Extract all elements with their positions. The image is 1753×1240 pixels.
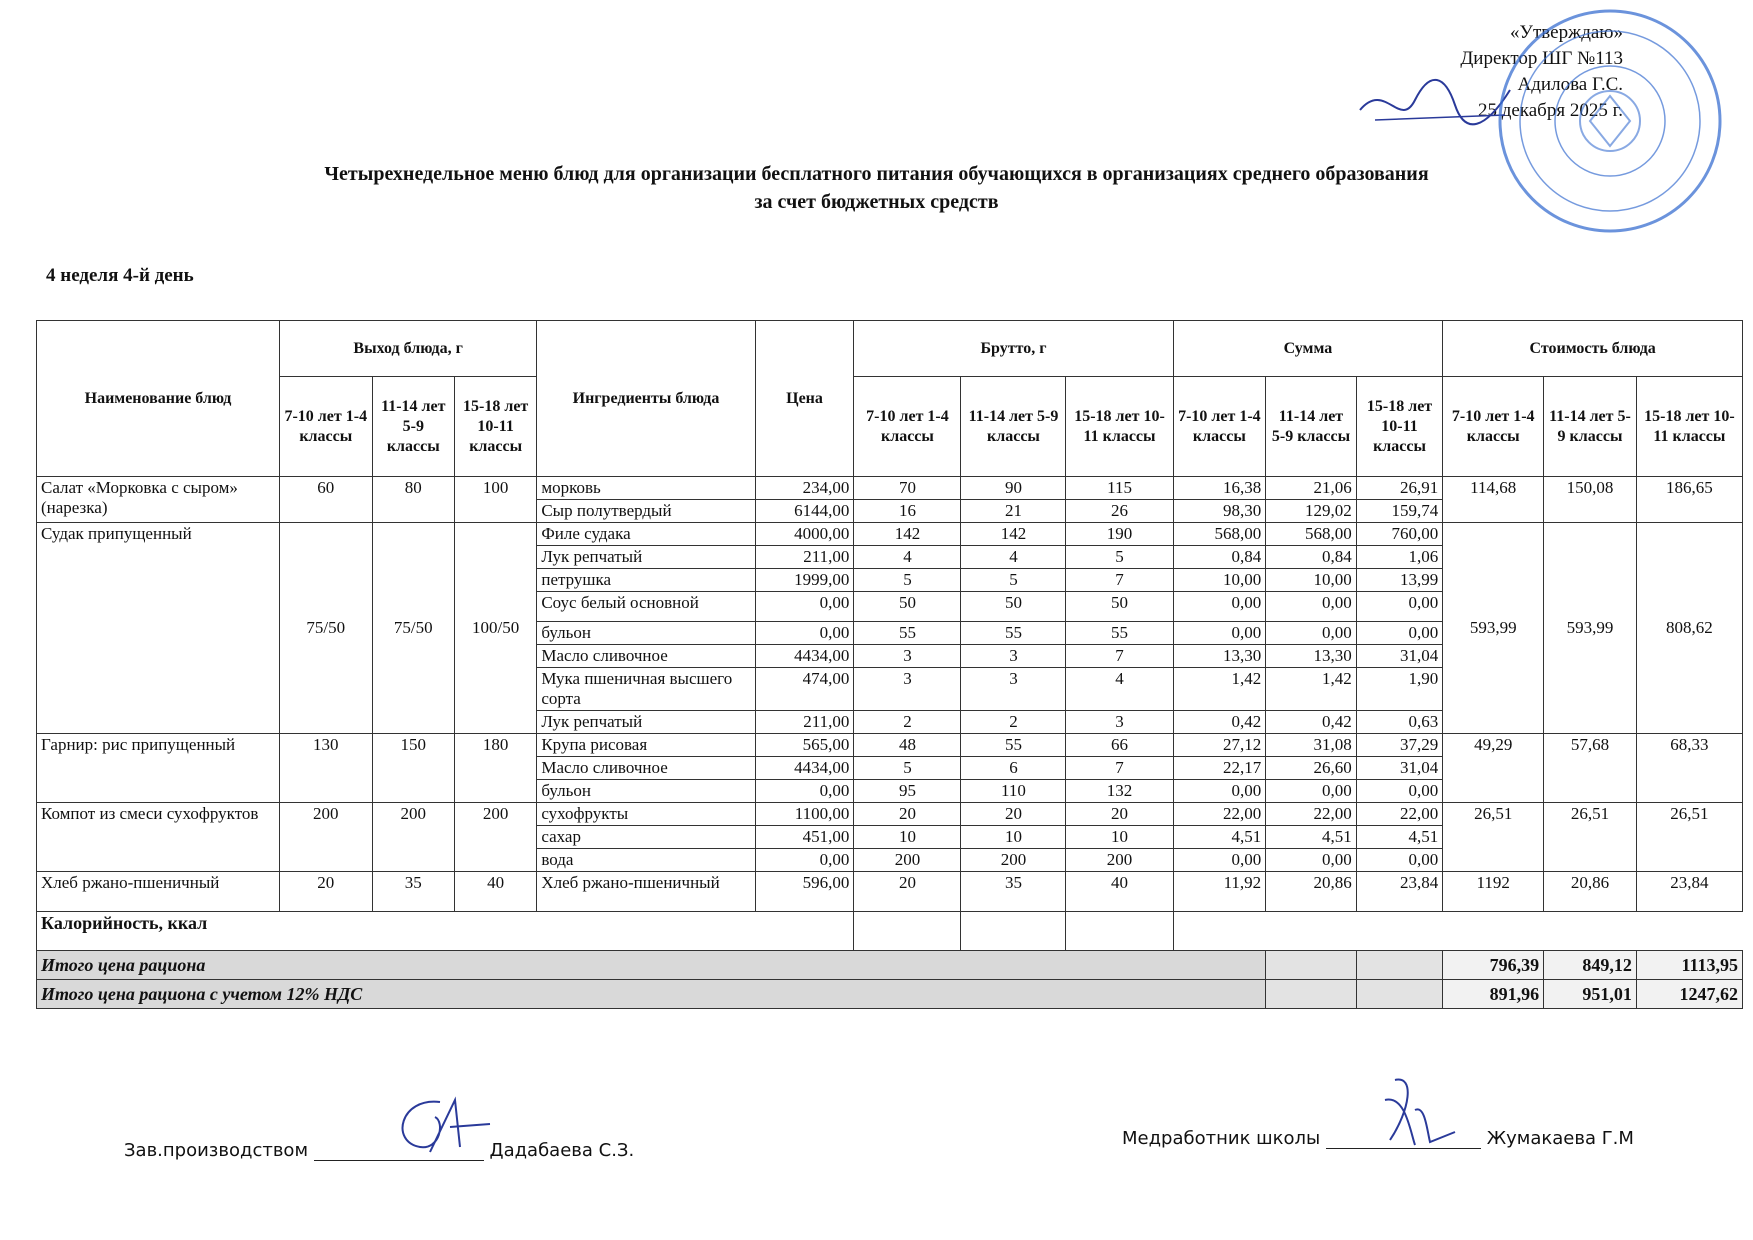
- dish-cost-age-2: 57,68: [1544, 734, 1637, 803]
- calories-label: Калорийность, ккал: [37, 912, 854, 951]
- dish-name: Салат «Морковка с сыром» (нарезка): [37, 477, 280, 523]
- ingredient-name: Масло сливочное: [537, 757, 755, 780]
- sum-age-2: 0,00: [1266, 592, 1357, 622]
- sum-age-1: 22,17: [1173, 757, 1266, 780]
- brutto-age-3: 7: [1066, 645, 1173, 668]
- ingredient-price: 0,00: [755, 592, 854, 622]
- brutto-age-2: 3: [961, 668, 1066, 711]
- sum-age-3: 37,29: [1356, 734, 1443, 757]
- director-signature-icon: [1355, 70, 1515, 140]
- ingredient-name: морковь: [537, 477, 755, 500]
- sum-age-3: 31,04: [1356, 757, 1443, 780]
- footer-right-role: Медработник школы: [1122, 1128, 1321, 1149]
- sum-age-3: 23,84: [1356, 872, 1443, 912]
- dish-cost-age-3: 23,84: [1636, 872, 1742, 912]
- ingredient-price: 0,00: [755, 849, 854, 872]
- table-row: [37, 872, 1743, 912]
- dish-yield-age-2: 80: [372, 477, 454, 523]
- brutto-age-1: 20: [854, 872, 961, 912]
- brutto-age-2: 3: [961, 645, 1066, 668]
- sum-age-3: 31,04: [1356, 645, 1443, 668]
- total-blank-cell: [1356, 951, 1443, 980]
- sum-age-1: 16,38: [1173, 477, 1266, 500]
- sum-age-2: 0,00: [1266, 780, 1357, 803]
- sum-age-2: 568,00: [1266, 523, 1357, 546]
- sum-age-1: 11,92: [1173, 872, 1266, 912]
- total-row: [37, 951, 1743, 980]
- ingredient-price: 0,00: [755, 622, 854, 645]
- header-cost-age-1: 7-10 лет 1-4 классы: [1443, 377, 1544, 477]
- brutto-age-1: 55: [854, 622, 961, 645]
- sum-age-3: 0,00: [1356, 849, 1443, 872]
- brutto-age-1: 2: [854, 711, 961, 734]
- brutto-age-3: 132: [1066, 780, 1173, 803]
- approval-name: Адилова Г.С.: [1517, 74, 1623, 95]
- brutto-age-2: 200: [961, 849, 1066, 872]
- ingredient-price: 234,00: [755, 477, 854, 500]
- sum-age-1: 22,00: [1173, 803, 1266, 826]
- table-footer: [37, 912, 1743, 1009]
- ingredient-name: Филе судака: [537, 523, 755, 546]
- ingredient-price: 1100,00: [755, 803, 854, 826]
- dish-yield-age-2: 35: [372, 872, 454, 912]
- menu-table: [36, 320, 1743, 1009]
- dish-cost-age-1: 26,51: [1443, 803, 1544, 872]
- brutto-age-3: 7: [1066, 569, 1173, 592]
- brutto-age-1: 3: [854, 668, 961, 711]
- sum-age-3: 0,00: [1356, 592, 1443, 622]
- sum-age-2: 31,08: [1266, 734, 1357, 757]
- dish-cost-age-2: 150,08: [1544, 477, 1637, 523]
- sum-age-3: 0,00: [1356, 622, 1443, 645]
- dish-cost-age-1: 114,68: [1443, 477, 1544, 523]
- ingredient-name: сахар: [537, 826, 755, 849]
- header-sum-age-2: 11-14 лет 5-9 классы: [1266, 377, 1357, 477]
- sum-age-1: 13,30: [1173, 645, 1266, 668]
- sum-age-3: 0,00: [1356, 780, 1443, 803]
- sum-age-1: 27,12: [1173, 734, 1266, 757]
- dish-name: Хлеб ржано-пшеничный: [37, 872, 280, 912]
- table-body: [37, 477, 1743, 912]
- brutto-age-3: 20: [1066, 803, 1173, 826]
- sum-age-3: 0,63: [1356, 711, 1443, 734]
- brutto-age-3: 66: [1066, 734, 1173, 757]
- table-header: [37, 321, 1743, 477]
- brutto-age-3: 40: [1066, 872, 1173, 912]
- ingredient-price: 474,00: [755, 668, 854, 711]
- total-vat-label: Итого цена рациона с учетом 12% НДС: [37, 980, 1266, 1009]
- header-cost-age-3: 15-18 лет 10-11 классы: [1636, 377, 1742, 477]
- dish-yield-age-3: 180: [454, 734, 536, 803]
- sum-age-1: 98,30: [1173, 500, 1266, 523]
- header-price: Цена: [755, 321, 854, 477]
- dish-yield-age-3: 100/50: [454, 523, 536, 734]
- brutto-age-2: 142: [961, 523, 1066, 546]
- brutto-age-3: 10: [1066, 826, 1173, 849]
- ingredient-price: 4434,00: [755, 757, 854, 780]
- brutto-age-2: 55: [961, 622, 1066, 645]
- dish-cost-age-1: 1192: [1443, 872, 1544, 912]
- sum-age-1: 1,42: [1173, 668, 1266, 711]
- dish-cost-age-2: 593,99: [1544, 523, 1637, 734]
- brutto-age-3: 200: [1066, 849, 1173, 872]
- table-row: [37, 477, 1743, 500]
- total-vat-value-age-3: 1247,62: [1636, 980, 1742, 1009]
- sum-age-3: 13,99: [1356, 569, 1443, 592]
- total-blank-cell: [1356, 980, 1443, 1009]
- dish-cost-age-3: 808,62: [1636, 523, 1742, 734]
- brutto-age-3: 50: [1066, 592, 1173, 622]
- brutto-age-1: 5: [854, 569, 961, 592]
- total-blank-cell: [1266, 980, 1357, 1009]
- dish-yield-age-3: 100: [454, 477, 536, 523]
- dish-yield-age-1: 75/50: [279, 523, 372, 734]
- sum-age-3: 26,91: [1356, 477, 1443, 500]
- sum-age-3: 1,06: [1356, 546, 1443, 569]
- sum-age-2: 0,42: [1266, 711, 1357, 734]
- brutto-age-3: 55: [1066, 622, 1173, 645]
- ingredient-name: Лук репчатый: [537, 711, 755, 734]
- sum-age-1: 568,00: [1173, 523, 1266, 546]
- sum-age-2: 22,00: [1266, 803, 1357, 826]
- sum-age-1: 0,42: [1173, 711, 1266, 734]
- header-cost: Стоимость блюда: [1443, 321, 1743, 377]
- brutto-age-2: 55: [961, 734, 1066, 757]
- sum-age-2: 0,84: [1266, 546, 1357, 569]
- sum-age-2: 26,60: [1266, 757, 1357, 780]
- total-label: Итого цена рациона: [37, 951, 1266, 980]
- ingredient-name: Мука пшеничная высшего сорта: [537, 668, 755, 711]
- footer-right-name: Жумакаева Г.М: [1486, 1128, 1634, 1149]
- approval-heading: «Утверждаю»: [1510, 22, 1623, 43]
- header-yield-age-3: 15-18 лет 10-11 классы: [454, 377, 536, 477]
- brutto-age-2: 10: [961, 826, 1066, 849]
- calories-cell: [854, 912, 961, 951]
- dish-yield-age-2: 150: [372, 734, 454, 803]
- ingredient-name: Лук репчатый: [537, 546, 755, 569]
- brutto-age-2: 110: [961, 780, 1066, 803]
- ingredient-name: Крупа рисовая: [537, 734, 755, 757]
- ingredient-price: 451,00: [755, 826, 854, 849]
- sum-age-1: 0,84: [1173, 546, 1266, 569]
- dish-yield-age-2: 200: [372, 803, 454, 872]
- calories-row: [37, 912, 1743, 951]
- header-yield: Выход блюда, г: [279, 321, 536, 377]
- brutto-age-2: 50: [961, 592, 1066, 622]
- brutto-age-1: 95: [854, 780, 961, 803]
- sum-age-1: 0,00: [1173, 622, 1266, 645]
- header-yield-age-1: 7-10 лет 1-4 классы: [279, 377, 372, 477]
- title-line-2: за счет бюджетных средств: [754, 191, 999, 213]
- header-brutto-age-3: 15-18 лет 10-11 классы: [1066, 377, 1173, 477]
- sum-age-2: 4,51: [1266, 826, 1357, 849]
- calories-spacer: [1173, 912, 1742, 951]
- sum-age-3: 1,90: [1356, 668, 1443, 711]
- sum-age-3: 4,51: [1356, 826, 1443, 849]
- brutto-age-3: 4: [1066, 668, 1173, 711]
- brutto-age-3: 115: [1066, 477, 1173, 500]
- total-value-age-1: 796,39: [1443, 951, 1544, 980]
- ingredient-price: 6144,00: [755, 500, 854, 523]
- sum-age-3: 159,74: [1356, 500, 1443, 523]
- dish-yield-age-1: 200: [279, 803, 372, 872]
- brutto-age-3: 5: [1066, 546, 1173, 569]
- header-ingredients: Ингредиенты блюда: [537, 321, 755, 477]
- ingredient-price: 211,00: [755, 711, 854, 734]
- brutto-age-3: 26: [1066, 500, 1173, 523]
- brutto-age-1: 3: [854, 645, 961, 668]
- document-title: [0, 160, 1753, 216]
- ingredient-name: сухофрукты: [537, 803, 755, 826]
- ingredient-name: Сыр полутвердый: [537, 500, 755, 523]
- brutto-age-2: 5: [961, 569, 1066, 592]
- sum-age-2: 20,86: [1266, 872, 1357, 912]
- sum-age-2: 13,30: [1266, 645, 1357, 668]
- sum-age-2: 10,00: [1266, 569, 1357, 592]
- ingredient-name: бульон: [537, 780, 755, 803]
- week-day-label: 4 неделя 4-й день: [46, 265, 194, 286]
- dish-cost-age-1: 593,99: [1443, 523, 1544, 734]
- sum-age-3: 22,00: [1356, 803, 1443, 826]
- brutto-age-3: 3: [1066, 711, 1173, 734]
- production-head-signature-icon: [380, 1092, 500, 1162]
- brutto-age-2: 4: [961, 546, 1066, 569]
- ingredient-name: Масло сливочное: [537, 645, 755, 668]
- dish-yield-age-3: 200: [454, 803, 536, 872]
- total-value-age-2: 849,12: [1544, 951, 1637, 980]
- table-row: [37, 734, 1743, 757]
- dish-yield-age-1: 60: [279, 477, 372, 523]
- sum-age-2: 0,00: [1266, 849, 1357, 872]
- calories-cell: [1066, 912, 1173, 951]
- sum-age-1: 10,00: [1173, 569, 1266, 592]
- brutto-age-2: 20: [961, 803, 1066, 826]
- header-brutto-age-1: 7-10 лет 1-4 классы: [854, 377, 961, 477]
- calories-cell: [961, 912, 1066, 951]
- total-vat-row: [37, 980, 1743, 1009]
- dish-yield-age-1: 20: [279, 872, 372, 912]
- ingredient-name: Соус белый основной: [537, 592, 755, 622]
- total-vat-value-age-2: 951,01: [1544, 980, 1637, 1009]
- ingredient-price: 596,00: [755, 872, 854, 912]
- header-yield-age-2: 11-14 лет 5-9 классы: [372, 377, 454, 477]
- brutto-age-1: 16: [854, 500, 961, 523]
- dish-name: Судак припущенный: [37, 523, 280, 734]
- brutto-age-2: 90: [961, 477, 1066, 500]
- header-brutto-age-2: 11-14 лет 5-9 классы: [961, 377, 1066, 477]
- ingredient-name: бульон: [537, 622, 755, 645]
- medic-signature-icon: [1355, 1070, 1465, 1155]
- ingredient-name: петрушка: [537, 569, 755, 592]
- brutto-age-1: 4: [854, 546, 961, 569]
- header-brutto: Брутто, г: [854, 321, 1173, 377]
- ingredient-price: 1999,00: [755, 569, 854, 592]
- dish-cost-age-2: 20,86: [1544, 872, 1637, 912]
- brutto-age-1: 20: [854, 803, 961, 826]
- ingredient-price: 211,00: [755, 546, 854, 569]
- brutto-age-1: 142: [854, 523, 961, 546]
- dish-cost-age-1: 49,29: [1443, 734, 1544, 803]
- footer-left-name: Дадабаева С.З.: [489, 1140, 635, 1161]
- dish-cost-age-3: 26,51: [1636, 803, 1742, 872]
- brutto-age-3: 190: [1066, 523, 1173, 546]
- table-row: [37, 523, 1743, 546]
- brutto-age-1: 50: [854, 592, 961, 622]
- dish-yield-age-3: 40: [454, 872, 536, 912]
- header-cost-age-2: 11-14 лет 5-9 классы: [1544, 377, 1637, 477]
- brutto-age-2: 6: [961, 757, 1066, 780]
- brutto-age-2: 21: [961, 500, 1066, 523]
- sum-age-2: 0,00: [1266, 622, 1357, 645]
- dish-name: Гарнир: рис припущенный: [37, 734, 280, 803]
- ingredient-price: 4434,00: [755, 645, 854, 668]
- table-row: [37, 803, 1743, 826]
- sum-age-3: 760,00: [1356, 523, 1443, 546]
- brutto-age-2: 35: [961, 872, 1066, 912]
- sum-age-2: 129,02: [1266, 500, 1357, 523]
- brutto-age-2: 2: [961, 711, 1066, 734]
- total-vat-value-age-1: 891,96: [1443, 980, 1544, 1009]
- dish-cost-age-3: 186,65: [1636, 477, 1742, 523]
- dish-name: Компот из смеси сухофруктов: [37, 803, 280, 872]
- approval-date: 25 декабря 2025 г.: [1477, 100, 1623, 121]
- brutto-age-1: 200: [854, 849, 961, 872]
- sum-age-2: 21,06: [1266, 477, 1357, 500]
- dish-yield-age-1: 130: [279, 734, 372, 803]
- header-sum-age-1: 7-10 лет 1-4 классы: [1173, 377, 1266, 477]
- ingredient-price: 565,00: [755, 734, 854, 757]
- sum-age-2: 1,42: [1266, 668, 1357, 711]
- brutto-age-1: 48: [854, 734, 961, 757]
- ingredient-price: 4000,00: [755, 523, 854, 546]
- approval-position: Директор ШГ №113: [1460, 48, 1623, 69]
- header-dish-name: Наименование блюд: [37, 321, 280, 477]
- total-value-age-3: 1113,95: [1636, 951, 1742, 980]
- ingredient-name: вода: [537, 849, 755, 872]
- brutto-age-1: 5: [854, 757, 961, 780]
- brutto-age-1: 10: [854, 826, 961, 849]
- dish-cost-age-3: 68,33: [1636, 734, 1742, 803]
- brutto-age-1: 70: [854, 477, 961, 500]
- brutto-age-3: 7: [1066, 757, 1173, 780]
- sum-age-1: 0,00: [1173, 849, 1266, 872]
- ingredient-price: 0,00: [755, 780, 854, 803]
- sum-age-1: 4,51: [1173, 826, 1266, 849]
- footer-left-role: Зав.производством: [124, 1140, 309, 1161]
- header-sum-age-3: 15-18 лет 10-11 классы: [1356, 377, 1443, 477]
- title-line-1: Четырехнедельное меню блюд для организации бесплатного питания обучающихся в организациях среднего образования: [324, 163, 1429, 185]
- ingredient-name: Хлеб ржано-пшеничный: [537, 872, 755, 912]
- sum-age-1: 0,00: [1173, 592, 1266, 622]
- header-sum: Сумма: [1173, 321, 1443, 377]
- dish-cost-age-2: 26,51: [1544, 803, 1637, 872]
- sum-age-1: 0,00: [1173, 780, 1266, 803]
- total-blank-cell: [1266, 951, 1357, 980]
- dish-yield-age-2: 75/50: [372, 523, 454, 734]
